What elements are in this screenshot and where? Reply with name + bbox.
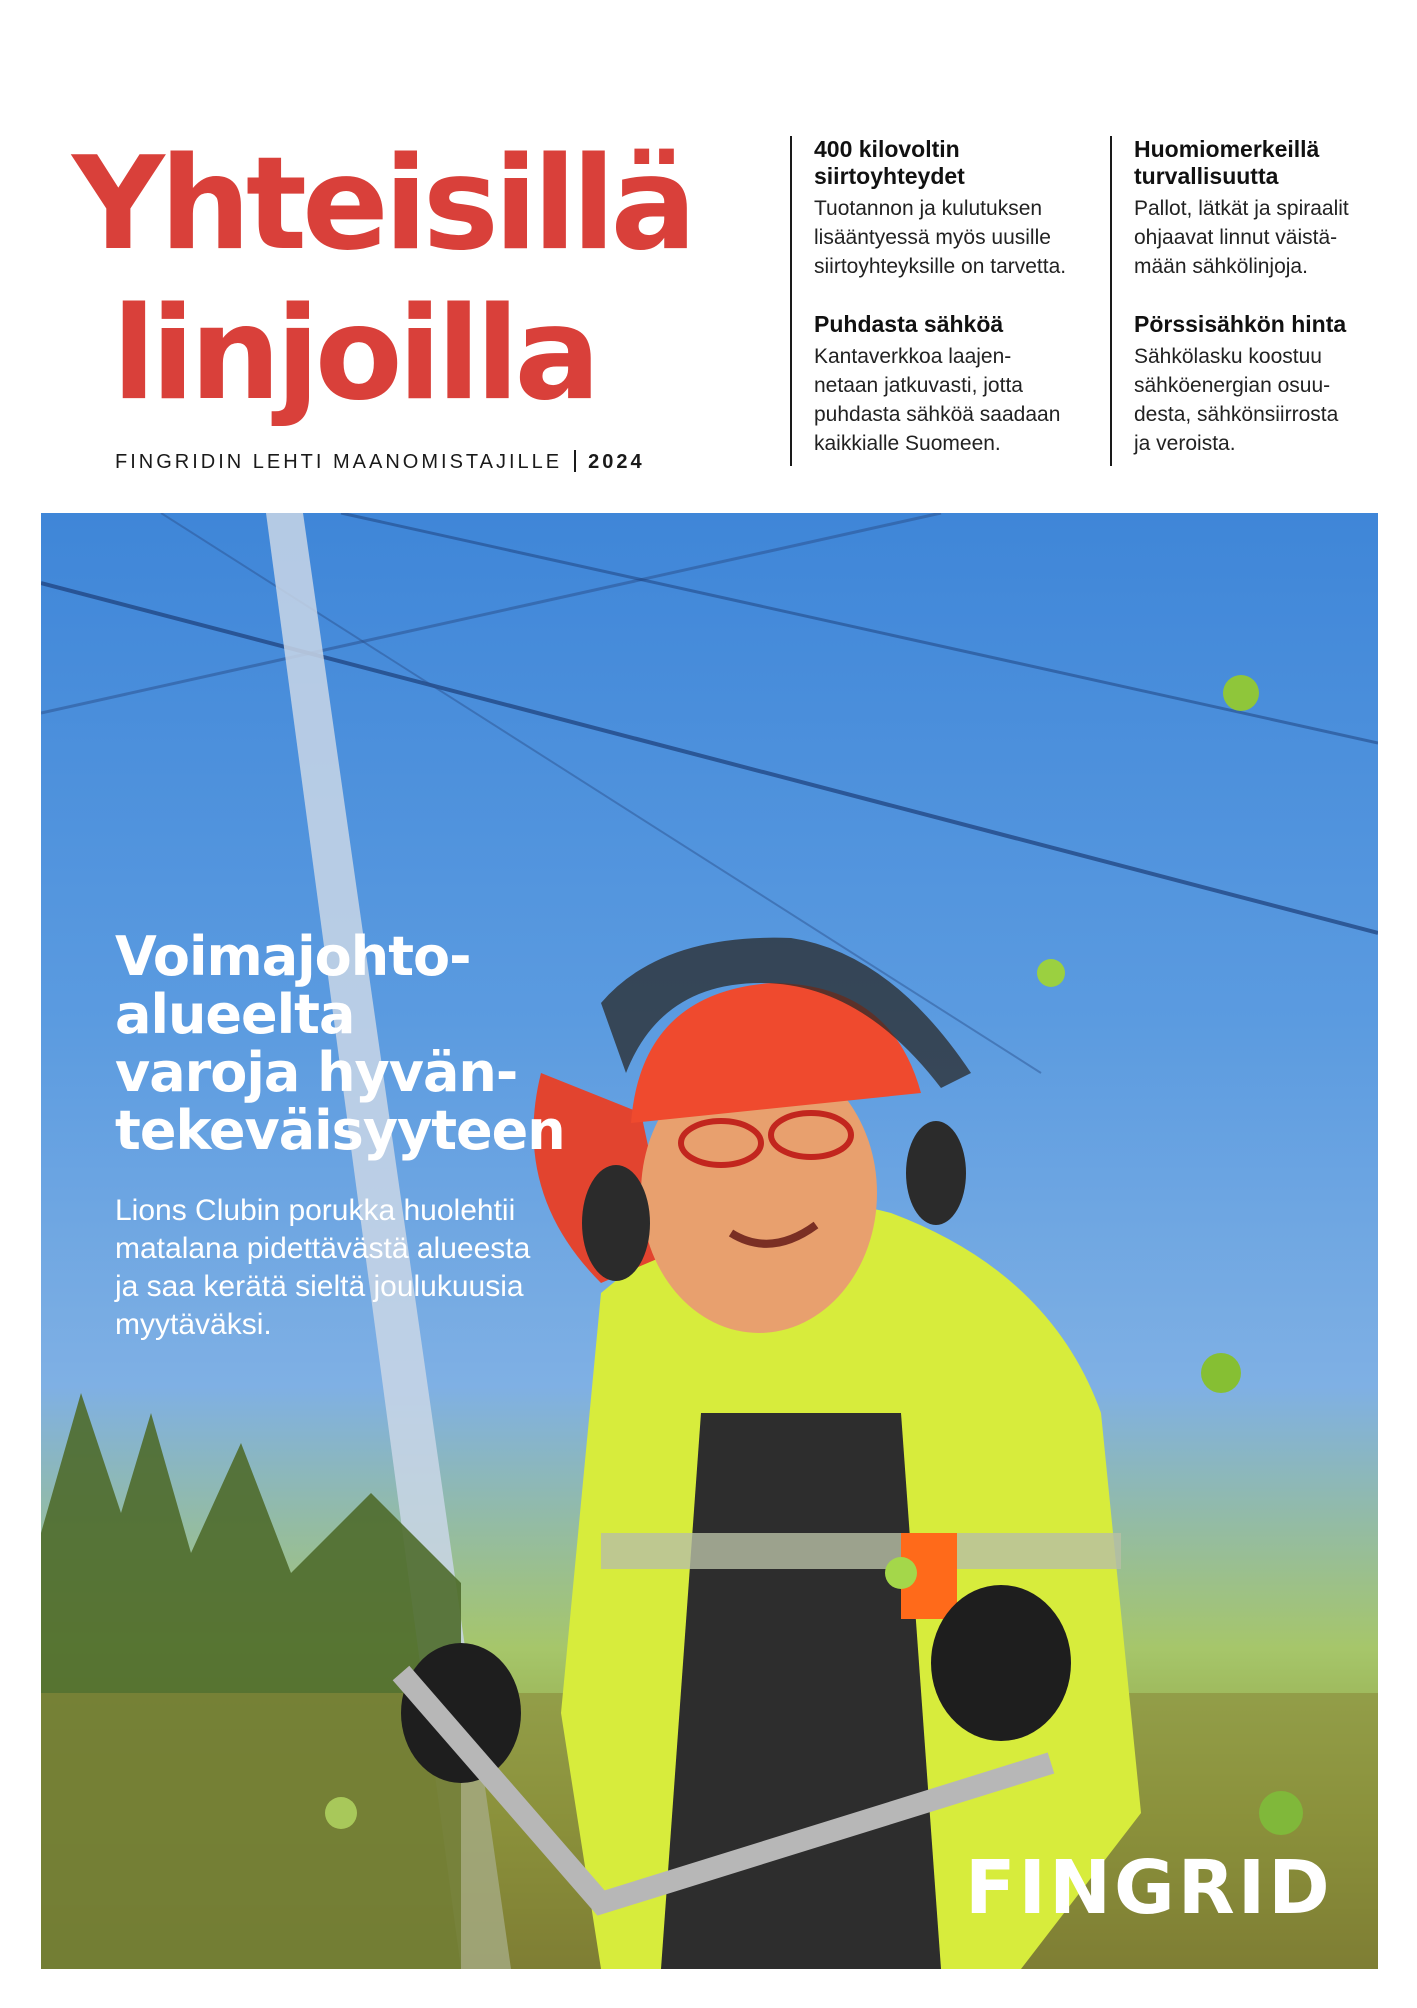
teaser-text xyxy=(814,342,1110,458)
teaser-column-2 xyxy=(1110,136,1400,466)
cover-headline xyxy=(115,925,635,1162)
teaser-text xyxy=(1134,342,1400,458)
issue-year: 2024 xyxy=(588,451,645,473)
teaser-text-line: mään sähkölinjoja. xyxy=(1134,255,1308,278)
headline-line: tekeväisyyteen xyxy=(115,1099,565,1162)
cover-deck xyxy=(115,1192,635,1344)
teaser-text xyxy=(1134,194,1400,281)
teaser-heading-line: 400 kilovoltin xyxy=(814,136,960,162)
teaser-text-line: desta, sähkönsiirrosta xyxy=(1134,403,1339,426)
teaser-text-line: Tuotannon ja kulutuksen xyxy=(814,197,1043,220)
deck-line: Lions Clubin porukka huolehtii xyxy=(115,1194,516,1227)
teaser-heading-line: siirtoyhteydet xyxy=(814,163,965,189)
teaser-item[interactable] xyxy=(814,311,1110,458)
teaser-item[interactable] xyxy=(1134,136,1400,281)
deck-line: ja saa kerätä sieltä joulukuusia xyxy=(115,1270,524,1303)
teaser-column-1 xyxy=(790,136,1110,466)
teaser-item[interactable] xyxy=(1134,311,1400,458)
teaser-heading xyxy=(1134,136,1400,190)
tagline xyxy=(115,450,645,474)
teaser-text-line: siirtoyhteyksille on tarvetta. xyxy=(814,255,1067,278)
headline-line: Voimajohto- xyxy=(115,925,471,988)
teaser-heading-line: Puhdasta sähköä xyxy=(814,311,1004,337)
teaser-text-line: Pallot, lätkät ja spiraalit xyxy=(1134,197,1349,220)
tagline-text: FINGRIDIN LEHTI MAANOMISTAJILLE xyxy=(115,451,563,473)
headline-line: alueelta xyxy=(115,983,355,1046)
teaser-heading xyxy=(814,136,1110,190)
headline-line: varoja hyvän- xyxy=(115,1041,518,1104)
teaser-heading-line: Huomiomerkeillä xyxy=(1134,136,1320,162)
teaser-text-line: netaan jatkuvasti, jotta xyxy=(814,374,1023,397)
teaser-heading xyxy=(814,311,1110,338)
fingrid-logo: FINGRID xyxy=(965,1845,1333,1931)
teaser-text xyxy=(814,194,1110,281)
teaser-text-line: ja veroista. xyxy=(1134,432,1236,455)
title-line-2: linjoilla xyxy=(112,280,596,429)
teaser-heading-line: turvallisuutta xyxy=(1134,163,1279,189)
deck-line: myytäväksi. xyxy=(115,1308,272,1341)
title-line-1: Yhteisillä xyxy=(72,130,692,279)
teaser-heading-line: Pörssisähkön hinta xyxy=(1134,311,1347,337)
teaser-text-line: kaikkialle Suomeen. xyxy=(814,432,1001,455)
teaser-text-line: ohjaavat linnut väistä- xyxy=(1134,226,1338,249)
teaser-text-line: sähköenergian osuu- xyxy=(1134,374,1331,397)
teaser-text-line: lisääntyessä myös uusille xyxy=(814,226,1051,249)
teaser-text-line: Sähkölasku koostuu xyxy=(1134,345,1322,368)
deck-line: matalana pidettävästä alueesta xyxy=(115,1232,531,1265)
magazine-title xyxy=(72,130,772,430)
tagline-divider xyxy=(574,450,576,472)
teaser-item[interactable] xyxy=(814,136,1110,281)
teaser-heading xyxy=(1134,311,1400,338)
teaser-text-line: Kantaverkkoa laajen- xyxy=(814,345,1012,368)
teaser-text-line: puhdasta sähköä saadaan xyxy=(814,403,1061,426)
